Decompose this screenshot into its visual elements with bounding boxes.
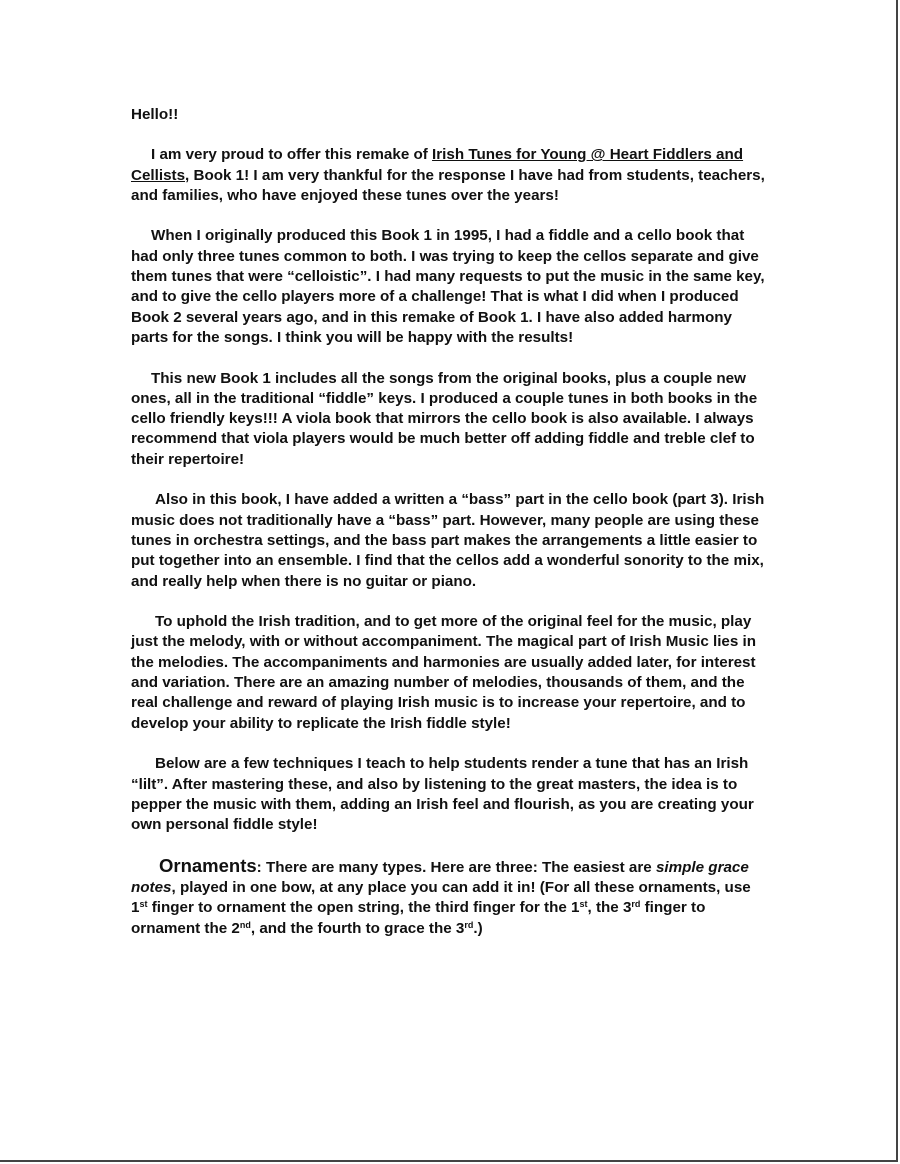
- ordinal-suffix: st: [579, 899, 588, 910]
- greeting: Hello!!: [131, 106, 179, 123]
- ornaments-text-3: finger to ornament the open string, the third finger for the 1: [147, 899, 580, 917]
- ornaments-italic-term: simple grace notes: [131, 858, 749, 896]
- ornaments-text-4: , the 3: [587, 899, 632, 917]
- ordinal-suffix: rd: [464, 919, 474, 930]
- ornaments-text-2: , played in one bow, at any place you can add it in! (For all these ornaments, use 1: [131, 878, 751, 917]
- paragraph-techniques: Below are a few techniques I teach to help students render a tune that has an Irish “lilt”. After mastering these, and also by listening to the great masters, the idea is to pepper the music with them, adding an Irish feel and flourish, as you are creating your own personal fiddle style!: [131, 755, 754, 834]
- ordinal-suffix: rd: [631, 899, 641, 910]
- ornaments-text-7: .): [473, 919, 483, 937]
- book-title: Irish Tunes for Young @ Heart Fiddlers and Cellists,: [131, 146, 744, 184]
- ornaments-text-6: , and the fourth to grace the 3: [250, 919, 465, 937]
- ordinal-suffix: st: [139, 899, 148, 910]
- paragraph-ornaments: [131, 856, 771, 939]
- ornaments-text-1: : There are many types. Here are three: The easiest are: [256, 858, 656, 876]
- letter-body: [131, 105, 771, 959]
- ornaments-text-5: finger to ornament the 2: [131, 899, 706, 937]
- paragraph-bass-part: Also in this book, I have added a written a “bass” part in the cello book (part 3). Irish music does not traditionally have a “bass” part. However, many people are using these tunes in orchestra settings, and the bass part makes the arrangements a little easier to put together into an ensemble. I find that the cellos add a wonderful sonority to the mix, and really help when there is no guitar or piano.: [131, 491, 765, 590]
- paragraph-tradition: To uphold the Irish tradition, and to get more of the original feel for the music, play just the melody, with or without accompaniment. The magical part of Irish Music lies in the melodies. The accompaniments and harmonies are usually added later, for interest and variation. There are an amazing number of melodies, thousands of them, and the real challenge and reward of playing Irish music is to increase your repertoire, and to develop your ability to replicate the Irish fiddle style!: [131, 613, 757, 732]
- ornaments-heading: Ornaments: [159, 854, 257, 876]
- ordinal-suffix: nd: [239, 919, 251, 930]
- intro-lead-text: I am very proud to offer this remake of: [151, 146, 433, 164]
- intro-rest-text: Book 1! I am very thankful for the response I have had from students, teachers, and families, who have enjoyed these tunes over the years!: [131, 166, 765, 204]
- paragraph-intro: [131, 145, 771, 206]
- paragraph-history: When I originally produced this Book 1 in 1995, I had a fiddle and a cello book that had only three tunes common to both. I was trying to keep the cellos separate and give them tunes that were “celloistic”. I had many requests to put the music in the same key, and to give the cello players more of a challenge! That is what I did when I produced Book 2 several years ago, and in this remake of Book 1. I have also added harmony parts for the songs. I think you will be happy with the results!: [131, 227, 765, 346]
- paragraph-new-book: This new Book 1 includes all the songs from the original books, plus a couple new ones, all in the traditional “fiddle” keys. I produced a couple tunes in both books in the cello friendly keys!!! A viola book that mirrors the cello book is also available. I always recommend that viola players would be much better off adding fiddle and treble clef to their repertoire!: [131, 369, 758, 468]
